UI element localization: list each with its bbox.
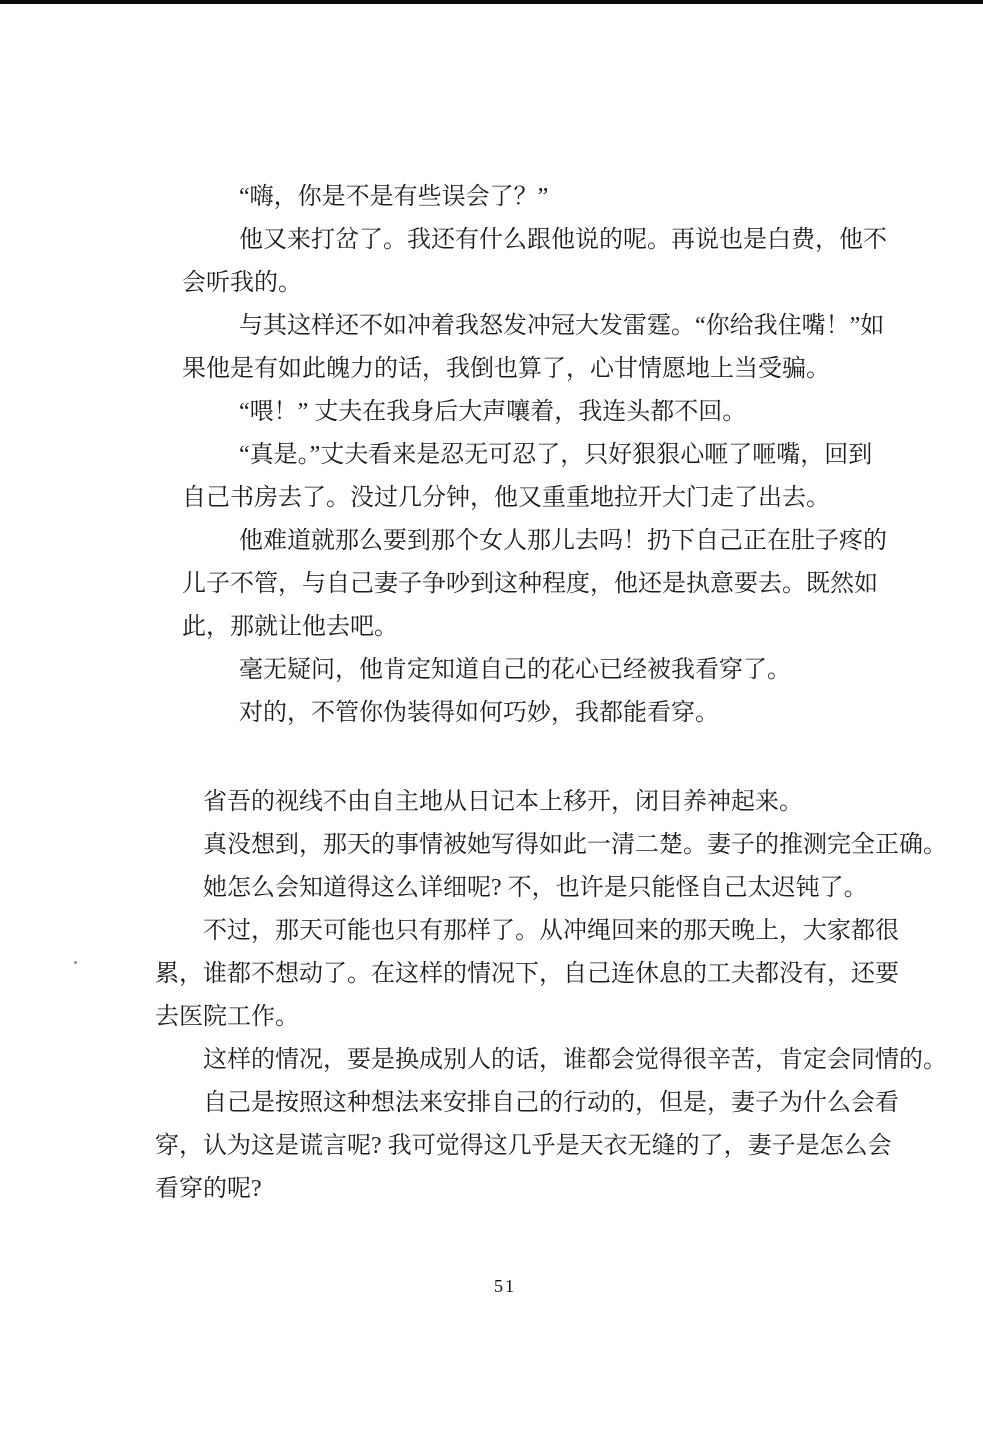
diary-line: 对的，不管你伪装得如何巧妙，我都能看穿。 xyxy=(239,700,719,726)
diary-line: “喂！” 丈夫在我身后大声嚷着，我连头都不回。 xyxy=(239,399,747,425)
narrative-line: 省吾的视线不由自主地从日记本上移开，闭目养神起来。 xyxy=(203,789,803,815)
diary-line: 他又来打岔了。我还有什么跟他说的呢。再说也是白费，他不 xyxy=(239,227,887,253)
diary-line: 此，那就让他去吧。 xyxy=(182,614,398,640)
diary-line: 儿子不管，与自己妻子争吵到这种程度，他还是执意要去。既然如 xyxy=(182,571,878,597)
narrative-line: 真没想到，那天的事情被她写得如此一清二楚。妻子的推测完全正确。 xyxy=(203,832,947,858)
narrative-line: 去医院工作。 xyxy=(155,1004,299,1030)
narrative-line: 看穿的呢? xyxy=(155,1176,262,1202)
narrative-line: 她怎么会知道得这么详细呢? 不，也许是只能怪自己太迟钝了。 xyxy=(203,875,868,901)
diary-line: “真是。”丈夫看来是忍无可忍了，只好狠狠心咂了咂嘴，回到 xyxy=(239,442,873,468)
narrative-line: 穿，认为这是谎言呢? 我可觉得这几乎是天衣无缝的了，妻子是怎么会 xyxy=(155,1133,892,1159)
scan-top-edge xyxy=(0,0,983,4)
page-number: 51 xyxy=(494,1276,516,1296)
diary-line: 毫无疑问，他肯定知道自己的花心已经被我看穿了。 xyxy=(239,657,791,683)
diary-line: 他难道就那么要到那个女人那儿去吗！扔下自己正在肚子疼的 xyxy=(239,528,887,554)
narrative-line: 累，谁都不想动了。在这样的情况下，自己连休息的工夫都没有，还要 xyxy=(155,961,899,987)
diary-line: “嗨，你是不是有些误会了？” xyxy=(239,184,549,210)
diary-line: 果他是有如此魄力的话，我倒也算了，心甘情愿地上当受骗。 xyxy=(182,356,830,382)
diary-excerpt-block xyxy=(182,176,888,735)
diary-line: 自己书房去了。没过几分钟，他又重重地拉开大门走了出去。 xyxy=(182,485,830,511)
diary-line: 与其这样还不如冲着我怒发冲冠大发雷霆。“你给我住嘴！”如 xyxy=(239,313,885,339)
narrative-block xyxy=(155,781,947,1211)
narrative-line: 自己是按照这种想法来安排自己的行动的，但是，妻子为什么会看 xyxy=(203,1090,899,1116)
narrative-line: 不过，那天可能也只有那样了。从冲绳回来的那天晚上，大家都很 xyxy=(203,918,899,944)
scan-speck xyxy=(74,961,77,964)
diary-line: 会听我的。 xyxy=(182,270,302,296)
narrative-line: 这样的情况，要是换成别人的话，谁都会觉得很辛苦，肯定会同情的。 xyxy=(203,1047,947,1073)
